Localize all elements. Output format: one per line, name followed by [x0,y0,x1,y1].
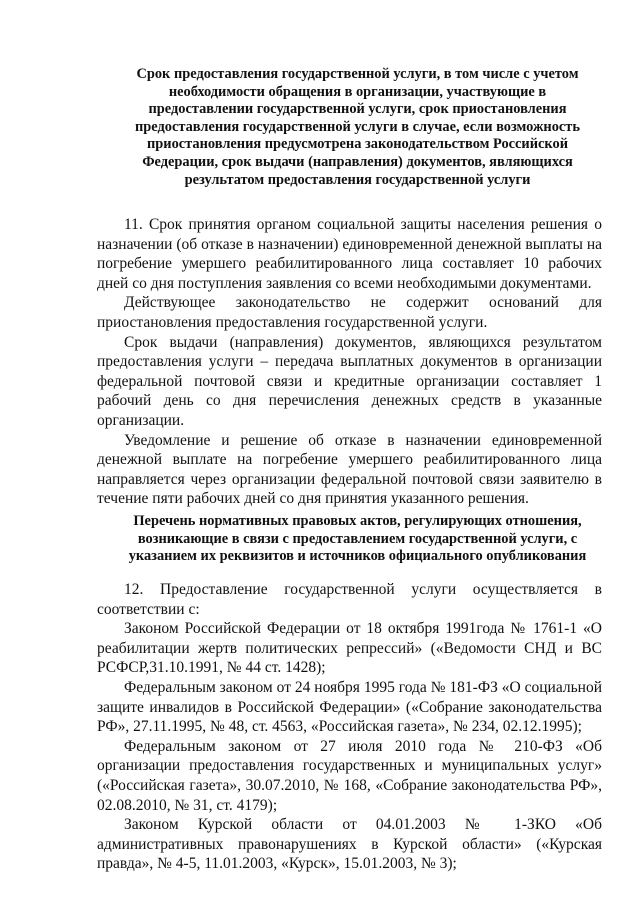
heading-line: указанием их реквизитов и источников официального опубликования [128,548,587,565]
paragraph-no-suspension: Действующее законодательство не содержит оснований для приостановления предоставления государственной услуги. [97,294,602,331]
section-heading-service-term [97,66,618,189]
paragraph-11: 11. Срок принятия органом социальной защиты населения решения о назначении (об отказе в назначении) единовременной денежной выплаты на погребение умершего реабилитированного лица составляет 10 рабочих дней со дня поступления заявления со всеми необходимыми документами. [97,216,602,292]
heading-line: предоставления государственной услуги в случае, если возможность [135,118,580,135]
heading-line: возникающие в связи с предоставлением государственной услуги, с [137,530,578,547]
heading-line: Перечень нормативных правовых актов, регулирующих отношения, [133,513,582,529]
heading-line: Федерации, срок выдачи (направления) документов, являющихся [142,153,573,170]
paragraph-notification: Уведомление и решение об отказе в назначении единовременной денежной выплате на погребение умершего реабилитированного лица направляется через организации федеральной почтовой связи заявителю в течение пяти рабочих дней со дня принятия указанного решения. [97,431,602,508]
law-item: Законом Российской Федерации от 18 октября 1991года № 1761-1 «О реабилитации жертв политических репрессий» («Ведомости СНД и ВС РСФСР,31.10.1991, № 44 ст. 1428); [97,620,602,677]
heading-line: приостановления предусмотрена законодательством Российской [147,136,568,153]
section-heading-legal-acts [97,513,618,566]
law-item: Федеральным законом от 27 июля 2010 года № 210-ФЗ «Об организации предоставления государственных и муниципальных услуг» («Российская газета», 30.07.2010, № 168, «Собрание законодательства РФ», 02.08.2010, № 31, ст. 4179); [97,737,602,814]
heading-line: результатом предоставления государственной услуги [184,171,531,188]
heading-line: необходимости обращения в организации, участвующие в [168,83,547,100]
paragraph-12: 12. Предоставление государственной услуги осуществляется в соответствии с: [97,581,602,618]
heading-line: предоставлении государственной услуги, срок приостановления [148,101,567,118]
section-term-body [97,215,602,509]
section-legal-acts-body [97,580,602,874]
paragraph-issue-term: Срок выдачи (направления) документов, являющихся результатом предоставления услуги – передача выплатных документов в организации федеральной почтовой связи и кредитные организации составляет 1 рабочий день со дня перечисления денежных средств в указанные организации. [97,333,602,429]
law-item: Законом Курской области от 04.01.2003 № 1-ЗКО «Об административных правонарушениях в Курской области» («Курская правда», № 4-5, 11.01.2003, «Курск», 15.01.2003, № 3); [97,816,602,873]
law-item: Федеральным законом от 24 ноября 1995 года № 181-ФЗ «О социальной защите инвалидов в Российской Федерации» («Собрание законодательства РФ», 27.11.1995, № 48, ст. 4563, «Российская газета», № 234, 02.12.1995); [97,678,602,736]
heading-line: Срок предоставления государственной услуги, в том числе с учетом [136,66,579,82]
